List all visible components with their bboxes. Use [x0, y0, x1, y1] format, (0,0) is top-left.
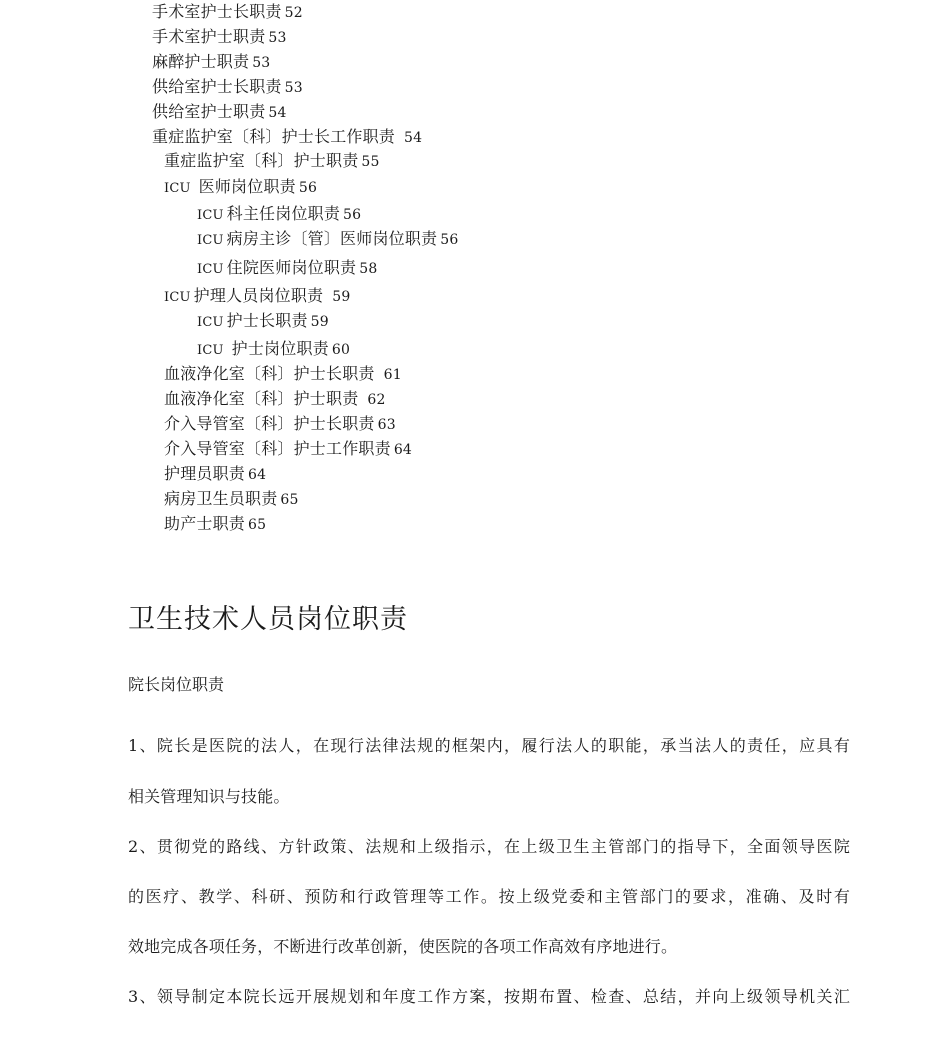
toc-entry-prefix: ICU [164, 181, 191, 196]
body-text-line: 3、领导制定本院长远开展规划和年度工作方案，按期布置、检查、总结，并向上级领导机关汇 [128, 987, 850, 1006]
toc-entry-page: 54 [268, 105, 287, 121]
toc-entry-prefix: ICU [164, 290, 191, 305]
toc-entry-title: 血液净化室〔科〕护士职责 [164, 389, 359, 408]
toc-entry-page: 54 [404, 130, 423, 146]
toc-entry-page: 62 [367, 392, 386, 408]
toc-entry[interactable] [197, 339, 350, 361]
toc-entry-prefix: ICU [197, 208, 224, 223]
toc-entry-prefix: ICU [197, 262, 224, 277]
toc-entry-title: 重症监护室〔科〕护士职责 [164, 151, 359, 170]
toc-entry[interactable] [164, 364, 402, 385]
section-title: 卫生技术人员岗位职责 [128, 604, 408, 635]
toc-entry-prefix: ICU [197, 315, 224, 330]
toc-entry[interactable] [164, 414, 396, 435]
toc-entry[interactable] [197, 229, 458, 251]
toc-entry[interactable] [152, 127, 422, 148]
toc-entry-page: 59 [310, 314, 329, 330]
toc-entry-title: 病房卫生员职责 [164, 489, 278, 508]
toc-entry[interactable] [164, 514, 266, 535]
toc-entry-page: 53 [284, 80, 303, 96]
toc-entry-page: 56 [298, 180, 318, 196]
toc-entry-title: 住院医师岗位职责 [226, 258, 357, 277]
toc-entry-page: 53 [268, 30, 287, 46]
body-text-line: 效地完成各项任务，不断进行改革创新，使医院的各项工作高效有序地进行。 [128, 937, 678, 956]
toc-entry-page: 60 [331, 342, 351, 358]
toc-entry-prefix: ICU [197, 233, 224, 248]
toc-entry-title: 助产士职责 [164, 514, 246, 533]
toc-entry[interactable] [164, 489, 299, 510]
toc-entry-title: 供给室护士长职责 [152, 77, 282, 96]
toc-entry-title: 护理员职责 [164, 464, 246, 483]
toc-entry[interactable] [197, 258, 377, 280]
toc-entry-title: 护士长职责 [226, 311, 308, 330]
toc-entry-title: 医师岗位职责 [198, 177, 296, 196]
body-text-line: 相关管理知识与技能。 [128, 787, 290, 806]
toc-entry-title: 重症监护室〔科〕护士长工作职责 [152, 127, 396, 146]
body-text-line: 的医疗、教学、科研、预防和行政管理等工作。按上级党委和主管部门的要求，准确、及时有 [128, 887, 850, 906]
toc-entry-title: 病房主诊〔管〕医师岗位职责 [226, 229, 438, 248]
toc-entry-title: 血液净化室〔科〕护士长职责 [164, 364, 375, 383]
toc-entry-title: 介入导管室〔科〕护士长职责 [164, 414, 375, 433]
toc-entry[interactable] [197, 204, 361, 226]
toc-entry-page: 52 [284, 5, 303, 21]
toc-entry-page: 61 [383, 367, 402, 383]
toc-entry-page: 56 [440, 232, 459, 248]
toc-entry[interactable] [152, 27, 287, 48]
toc-entry-title: 手术室护士长职责 [152, 2, 282, 21]
toc-entry-title: 护理人员岗位职责 [193, 286, 324, 305]
toc-entry-page: 59 [332, 289, 351, 305]
toc-entry[interactable] [152, 52, 270, 73]
subsection-title: 院长岗位职责 [128, 675, 225, 694]
toc-entry-page: 56 [343, 207, 362, 223]
toc-entry[interactable] [152, 102, 287, 123]
toc-entry-page: 64 [248, 467, 267, 483]
toc-entry[interactable] [164, 177, 317, 199]
toc-entry-title: 供给室护士职责 [152, 102, 266, 121]
toc-entry-page: 53 [252, 55, 271, 71]
toc-entry[interactable] [164, 151, 380, 172]
toc-entry-page: 55 [361, 154, 380, 170]
toc-entry[interactable] [152, 2, 303, 23]
body-text-line: 2、贯彻党的路线、方针政策、法规和上级指示，在上级卫生主管部门的指导下，全面领导医院 [128, 837, 850, 856]
toc-entry-page: 63 [377, 417, 396, 433]
toc-entry[interactable] [164, 389, 386, 410]
toc-entry-title: 介入导管室〔科〕护士工作职责 [164, 439, 391, 458]
toc-entry-page: 65 [248, 517, 267, 533]
toc-entry-page: 58 [359, 261, 378, 277]
toc-entry-page: 65 [280, 492, 299, 508]
toc-entry[interactable] [164, 439, 412, 460]
toc-entry-title: 护士岗位职责 [231, 339, 329, 358]
toc-entry-title: 科主任岗位职责 [226, 204, 341, 223]
toc-entry-prefix: ICU [197, 343, 224, 358]
toc-entry[interactable] [164, 286, 350, 308]
toc-entry-title: 手术室护士职责 [152, 27, 266, 46]
toc-entry[interactable] [197, 311, 329, 333]
toc-entry-title: 麻醉护士职责 [152, 52, 250, 71]
toc-entry[interactable] [152, 77, 303, 98]
toc-entry[interactable] [164, 464, 266, 485]
toc-entry-page: 64 [393, 442, 413, 458]
body-text-line: 1、院长是医院的法人，在现行法律法规的框架内，履行法人的职能，承当法人的责任，应具有 [128, 736, 850, 755]
